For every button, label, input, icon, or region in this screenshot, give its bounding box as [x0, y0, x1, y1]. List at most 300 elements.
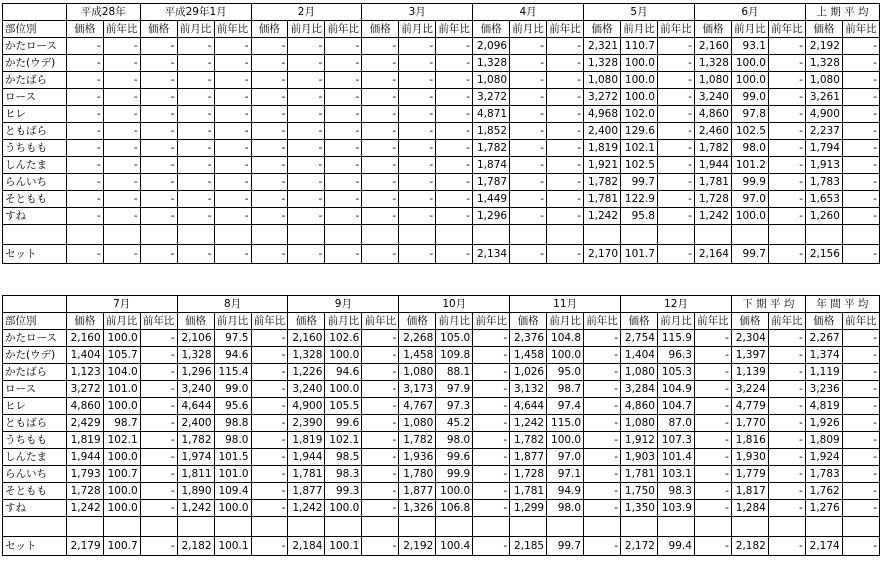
empty-cell [288, 517, 325, 537]
value-cell: 99.0 [731, 89, 768, 106]
value-cell: - [510, 55, 547, 72]
value-cell: - [768, 483, 805, 500]
value-cell: 3,272 [473, 89, 510, 106]
value-cell: - [103, 123, 140, 140]
value-cell: - [584, 381, 621, 398]
column-header: 前年比 [584, 313, 621, 330]
value-cell: - [510, 208, 547, 225]
value-cell: 101.7 [621, 245, 658, 264]
value-cell: - [768, 140, 805, 157]
value-cell: 101.0 [214, 466, 251, 483]
value-cell: 104.7 [657, 398, 694, 415]
value-cell: - [140, 537, 177, 556]
value-cell: - [657, 245, 694, 264]
value-cell: 3,261 [805, 89, 842, 106]
value-cell: 99.0 [214, 381, 251, 398]
value-cell: - [768, 106, 805, 123]
value-cell: - [362, 500, 399, 517]
value-cell: - [694, 483, 731, 500]
table-row [3, 432, 880, 449]
value-cell: - [140, 381, 177, 398]
value-cell: - [842, 483, 879, 500]
value-cell: 100.0 [547, 432, 584, 449]
value-cell: - [251, 106, 288, 123]
value-cell: - [768, 38, 805, 55]
value-cell: - [325, 191, 362, 208]
value-cell: 2,182 [177, 537, 214, 556]
value-cell: - [473, 483, 510, 500]
value-cell: - [288, 174, 325, 191]
value-cell: 99.7 [731, 245, 768, 264]
value-cell: - [66, 140, 103, 157]
value-cell: - [177, 123, 214, 140]
value-cell: - [140, 208, 177, 225]
part-name: らんいち [3, 466, 67, 483]
column-header: 前月比 [177, 21, 214, 38]
value-cell: - [103, 191, 140, 208]
value-cell: - [214, 123, 251, 140]
empty-cell [657, 517, 694, 537]
value-cell: - [66, 89, 103, 106]
value-cell: - [473, 330, 510, 347]
column-header: 前月比 [621, 21, 658, 38]
value-cell: - [436, 123, 473, 140]
part-name: うちもも [3, 432, 67, 449]
value-cell: - [66, 106, 103, 123]
value-cell: 3,240 [288, 381, 325, 398]
value-cell: - [362, 483, 399, 500]
value-cell: - [140, 191, 177, 208]
table-row [3, 191, 880, 208]
value-cell: - [251, 398, 288, 415]
value-cell: - [547, 38, 584, 55]
value-cell: 1,809 [805, 432, 842, 449]
value-cell: - [584, 449, 621, 466]
empty-cell [805, 517, 842, 537]
value-cell: - [288, 89, 325, 106]
part-name: かたばら [3, 364, 67, 381]
value-cell: 97.4 [547, 398, 584, 415]
value-cell: - [694, 398, 731, 415]
value-cell: - [842, 398, 879, 415]
value-cell: - [103, 174, 140, 191]
value-cell: - [325, 140, 362, 157]
value-cell: 102.1 [103, 432, 140, 449]
value-cell: 1,139 [731, 364, 768, 381]
value-cell: 1,782 [177, 432, 214, 449]
value-cell: 105.0 [436, 330, 473, 347]
value-cell: 103.1 [657, 466, 694, 483]
value-cell: - [510, 140, 547, 157]
value-cell: - [251, 381, 288, 398]
value-cell: - [547, 106, 584, 123]
value-cell: 1,782 [399, 432, 436, 449]
value-cell: 102.5 [731, 123, 768, 140]
value-cell: - [66, 72, 103, 89]
value-cell: - [140, 245, 177, 264]
table-row [3, 483, 880, 500]
value-cell: 1,762 [805, 483, 842, 500]
value-cell: - [657, 208, 694, 225]
empty-cell [805, 225, 842, 245]
value-cell: - [584, 347, 621, 364]
value-cell: - [584, 483, 621, 500]
value-cell: 1,404 [621, 347, 658, 364]
value-cell: - [251, 38, 288, 55]
value-cell: - [214, 38, 251, 55]
value-cell: 100.0 [731, 72, 768, 89]
value-cell: 100.0 [325, 500, 362, 517]
value-cell: - [768, 364, 805, 381]
value-cell: - [768, 432, 805, 449]
value-cell: 102.1 [325, 432, 362, 449]
value-cell: - [510, 38, 547, 55]
value-cell: 100.0 [325, 381, 362, 398]
empty-cell [731, 517, 768, 537]
column-header: 前年比 [842, 313, 879, 330]
value-cell: - [768, 55, 805, 72]
value-cell: - [140, 55, 177, 72]
value-cell: 2,754 [621, 330, 658, 347]
value-cell: - [473, 500, 510, 517]
value-cell: 122.9 [621, 191, 658, 208]
value-cell: - [694, 432, 731, 449]
value-cell: - [436, 89, 473, 106]
value-cell: - [362, 157, 399, 174]
value-cell: 2,321 [584, 38, 621, 55]
value-cell: - [177, 140, 214, 157]
period-header-row [3, 296, 880, 313]
part-name: しんたま [3, 157, 67, 174]
value-cell: - [140, 415, 177, 432]
value-cell: - [140, 483, 177, 500]
value-cell: 2,160 [694, 38, 731, 55]
value-cell: 1,874 [473, 157, 510, 174]
value-cell: - [140, 330, 177, 347]
column-header-row [3, 313, 880, 330]
value-cell: - [399, 245, 436, 264]
column-header: 価格 [584, 21, 621, 38]
empty-cell [731, 225, 768, 245]
value-cell: 1,877 [510, 449, 547, 466]
value-cell: 104.9 [657, 381, 694, 398]
value-cell: - [288, 55, 325, 72]
value-cell: 109.4 [214, 483, 251, 500]
value-cell: 94.9 [547, 483, 584, 500]
empty-cell [473, 517, 510, 537]
value-cell: 1,242 [694, 208, 731, 225]
table-row [3, 38, 880, 55]
value-cell: 115.0 [547, 415, 584, 432]
value-cell: 1,080 [473, 72, 510, 89]
table-row [3, 174, 880, 191]
value-cell: 97.1 [547, 466, 584, 483]
set-row [3, 245, 880, 264]
value-cell: 1,890 [177, 483, 214, 500]
value-cell: - [251, 72, 288, 89]
value-cell: 101.4 [657, 449, 694, 466]
empty-cell [694, 517, 731, 537]
value-cell: - [584, 398, 621, 415]
value-cell: - [399, 89, 436, 106]
value-cell: 100.7 [103, 466, 140, 483]
value-cell: - [362, 432, 399, 449]
empty-cell [842, 225, 879, 245]
value-cell: 3,284 [621, 381, 658, 398]
column-header: 価格 [805, 313, 842, 330]
value-cell: - [657, 106, 694, 123]
value-cell: - [842, 415, 879, 432]
value-cell: 1,728 [510, 466, 547, 483]
value-cell: - [842, 89, 879, 106]
empty-cell [251, 225, 288, 245]
value-cell: 4,644 [177, 398, 214, 415]
value-cell: 1,080 [621, 364, 658, 381]
column-header: 前月比 [731, 21, 768, 38]
value-cell: - [694, 500, 731, 517]
value-cell: 1,242 [584, 208, 621, 225]
value-cell: - [584, 415, 621, 432]
value-cell: 129.6 [621, 123, 658, 140]
value-cell: - [66, 174, 103, 191]
column-header: 前年比 [694, 313, 731, 330]
value-cell: 1,350 [621, 500, 658, 517]
value-cell: 1,123 [66, 364, 103, 381]
table-row [3, 381, 880, 398]
value-cell: - [251, 191, 288, 208]
value-cell: - [547, 140, 584, 157]
value-cell: 1,781 [288, 466, 325, 483]
value-cell: 1,080 [805, 72, 842, 89]
column-header: 前月比 [288, 21, 325, 38]
value-cell: 99.7 [547, 537, 584, 556]
value-cell: 96.3 [657, 347, 694, 364]
value-cell: 95.0 [547, 364, 584, 381]
value-cell: - [657, 174, 694, 191]
value-cell: 1,458 [510, 347, 547, 364]
value-cell: - [768, 500, 805, 517]
value-cell: 94.6 [325, 364, 362, 381]
value-cell: - [842, 347, 879, 364]
empty-cell [510, 517, 547, 537]
value-cell: 4,779 [731, 398, 768, 415]
column-header: 価格 [288, 313, 325, 330]
value-cell: 1,852 [473, 123, 510, 140]
value-cell: - [657, 72, 694, 89]
period-header: 平成29年1月 [140, 4, 251, 21]
value-cell: 1,242 [66, 500, 103, 517]
value-cell: 1,026 [510, 364, 547, 381]
empty-cell [436, 225, 473, 245]
value-cell: - [251, 157, 288, 174]
value-cell: - [140, 140, 177, 157]
value-cell: 100.0 [731, 208, 768, 225]
period-header: 下 期 平 均 [731, 296, 805, 313]
value-cell: 98.3 [657, 483, 694, 500]
value-cell: - [362, 38, 399, 55]
value-cell: 115.9 [657, 330, 694, 347]
table-row [3, 415, 880, 432]
value-cell: 102.0 [621, 106, 658, 123]
empty-cell [584, 225, 621, 245]
empty-cell [399, 225, 436, 245]
value-cell: - [584, 537, 621, 556]
column-header: 価格 [177, 313, 214, 330]
column-header: 価格 [473, 21, 510, 38]
value-cell: 100.0 [103, 483, 140, 500]
value-cell: 1,404 [66, 347, 103, 364]
value-cell: 1,728 [694, 191, 731, 208]
table-row [3, 55, 880, 72]
value-cell: - [842, 208, 879, 225]
column-header: 前年比 [436, 21, 473, 38]
value-cell: - [694, 466, 731, 483]
value-cell: 4,644 [510, 398, 547, 415]
value-cell: 100.0 [621, 89, 658, 106]
value-cell: - [399, 38, 436, 55]
value-cell: 100.1 [325, 537, 362, 556]
value-cell: 2,237 [805, 123, 842, 140]
value-cell: 1,819 [66, 432, 103, 449]
value-cell: 1,770 [731, 415, 768, 432]
value-cell: 1,926 [805, 415, 842, 432]
value-cell: - [768, 466, 805, 483]
value-cell: - [362, 415, 399, 432]
value-cell: 110.7 [621, 38, 658, 55]
value-cell: 1,781 [584, 191, 621, 208]
value-cell: - [251, 483, 288, 500]
value-cell: 3,272 [66, 381, 103, 398]
value-cell: - [103, 55, 140, 72]
empty-cell [66, 517, 103, 537]
value-cell: - [325, 157, 362, 174]
value-cell: 99.7 [621, 174, 658, 191]
value-cell: - [140, 432, 177, 449]
value-cell: - [547, 245, 584, 264]
value-cell: - [436, 191, 473, 208]
value-cell: 2,376 [510, 330, 547, 347]
value-cell: - [288, 157, 325, 174]
table-row [3, 364, 880, 381]
value-cell: - [694, 537, 731, 556]
part-name: かたロース [3, 38, 67, 55]
value-cell: 4,900 [288, 398, 325, 415]
value-cell: - [473, 537, 510, 556]
value-cell: - [842, 123, 879, 140]
empty-cell [325, 225, 362, 245]
value-cell: 1,912 [621, 432, 658, 449]
value-cell: - [842, 432, 879, 449]
value-cell: - [66, 191, 103, 208]
value-cell: 2,096 [473, 38, 510, 55]
value-cell: - [103, 140, 140, 157]
value-cell: 1,793 [66, 466, 103, 483]
value-cell: - [140, 347, 177, 364]
column-header: 価格 [362, 21, 399, 38]
value-cell: 100.0 [103, 449, 140, 466]
value-cell: 2,304 [731, 330, 768, 347]
value-cell: - [325, 38, 362, 55]
value-cell: 99.4 [657, 537, 694, 556]
value-cell: 104.8 [547, 330, 584, 347]
value-cell: 1,449 [473, 191, 510, 208]
value-cell: - [140, 500, 177, 517]
empty-cell [436, 517, 473, 537]
value-cell: 88.1 [436, 364, 473, 381]
value-cell: 2,160 [66, 330, 103, 347]
value-cell: - [325, 55, 362, 72]
value-cell: - [140, 398, 177, 415]
value-cell: 1,913 [805, 157, 842, 174]
value-cell: - [251, 466, 288, 483]
value-cell: 100.0 [547, 347, 584, 364]
empty-cell [214, 225, 251, 245]
value-cell: 98.0 [731, 140, 768, 157]
value-cell: - [362, 140, 399, 157]
value-cell: - [768, 537, 805, 556]
value-cell: - [251, 330, 288, 347]
value-cell: 2,164 [694, 245, 731, 264]
value-cell: - [547, 72, 584, 89]
table-row [3, 208, 880, 225]
period-header: 6月 [694, 4, 805, 21]
value-cell: 2,390 [288, 415, 325, 432]
value-cell: - [768, 245, 805, 264]
value-cell: 1,284 [731, 500, 768, 517]
value-cell: - [768, 449, 805, 466]
empty-cell [768, 517, 805, 537]
value-cell: - [842, 466, 879, 483]
empty-cell [768, 225, 805, 245]
value-cell: 1,242 [288, 500, 325, 517]
value-cell: 100.0 [731, 55, 768, 72]
value-cell: - [768, 157, 805, 174]
table-row [3, 89, 880, 106]
value-cell: - [547, 55, 584, 72]
value-cell: 2,429 [66, 415, 103, 432]
spacer-row [3, 225, 880, 245]
value-cell: - [140, 466, 177, 483]
value-cell: 1,936 [399, 449, 436, 466]
column-header: 価格 [621, 313, 658, 330]
value-cell: 101.0 [103, 381, 140, 398]
value-cell: - [399, 123, 436, 140]
part-name: しんたま [3, 449, 67, 466]
value-cell: - [362, 106, 399, 123]
value-cell: - [842, 449, 879, 466]
value-cell: 100.4 [436, 537, 473, 556]
empty-cell [325, 517, 362, 537]
value-cell: 98.0 [547, 500, 584, 517]
value-cell: 4,860 [694, 106, 731, 123]
period-header: 4月 [473, 4, 584, 21]
period-header: 5月 [584, 4, 695, 21]
value-cell: 102.1 [621, 140, 658, 157]
value-cell: 4,860 [621, 398, 658, 415]
value-cell: 94.6 [214, 347, 251, 364]
value-cell: - [399, 191, 436, 208]
column-header: 前月比 [325, 313, 362, 330]
value-cell: - [510, 191, 547, 208]
value-cell: - [140, 449, 177, 466]
value-cell: - [842, 191, 879, 208]
value-cell: - [362, 330, 399, 347]
value-cell: 95.6 [214, 398, 251, 415]
value-cell: 100.0 [325, 347, 362, 364]
value-cell: 1,328 [694, 55, 731, 72]
value-cell: 2,156 [805, 245, 842, 264]
value-cell: 3,224 [731, 381, 768, 398]
